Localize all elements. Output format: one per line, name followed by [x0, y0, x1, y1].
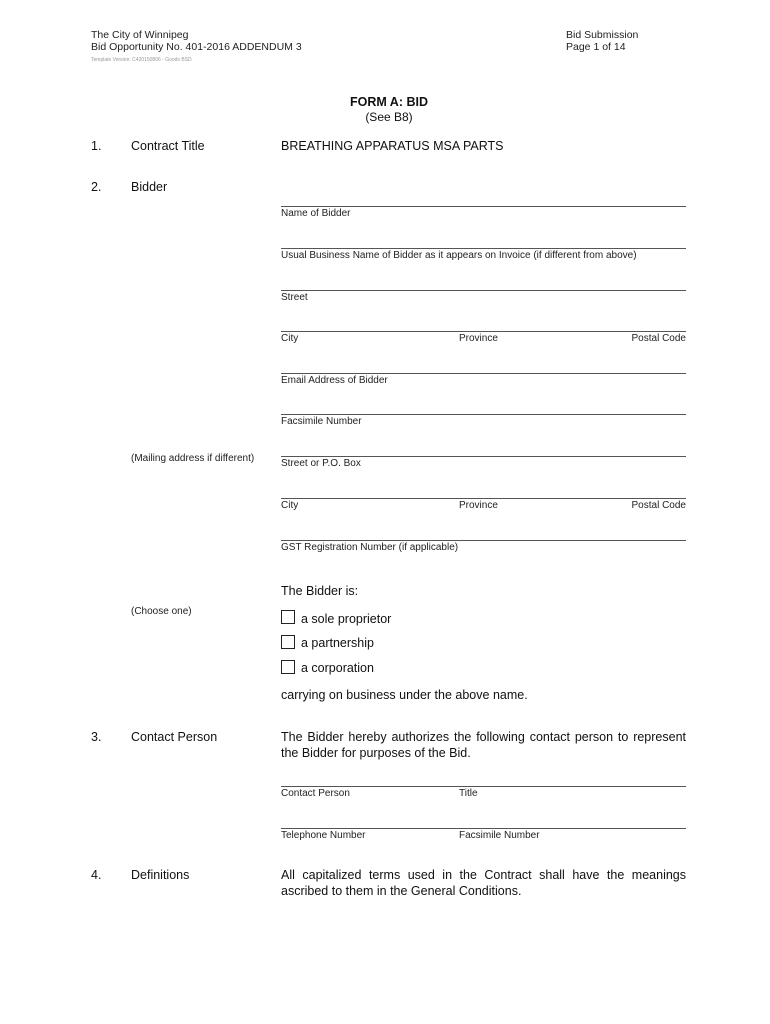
email-line[interactable]	[281, 373, 686, 374]
section-1-label: Contract Title	[131, 139, 205, 153]
province-caption-2: Province	[459, 500, 498, 511]
bidder-is-heading: The Bidder is:	[281, 584, 359, 598]
usual-business-name-caption: Usual Business Name of Bidder as it appears on Invoice (if different from above)	[281, 250, 637, 261]
street-caption: Street	[281, 292, 308, 303]
partnership-checkbox[interactable]	[281, 635, 295, 649]
section-4-label: Definitions	[131, 868, 190, 882]
sole-proprietor-checkbox[interactable]	[281, 610, 295, 624]
partnership-label: a partnership	[301, 636, 374, 650]
choose-one-note: (Choose one)	[131, 606, 192, 617]
telephone-caption: Telephone Number	[281, 830, 366, 841]
street-po-caption: Street or P.O. Box	[281, 458, 361, 469]
street-line[interactable]	[281, 290, 686, 291]
city-province-postal-line[interactable]	[281, 331, 686, 332]
city-caption-2: City	[281, 500, 299, 511]
city-caption: City	[281, 333, 299, 344]
gst-caption: GST Registration Number (if applicable)	[281, 542, 459, 553]
section-3-number: 3.	[91, 730, 102, 744]
section-2-label: Bidder	[131, 180, 168, 194]
header-city: The City of Winnipeg	[91, 29, 189, 41]
carrying-on-text: carrying on business under the above name.	[281, 688, 528, 702]
mailing-city-province-postal-line[interactable]	[281, 498, 686, 499]
fax-caption: Facsimile Number	[281, 416, 362, 427]
usual-business-name-line[interactable]	[281, 248, 686, 249]
definitions-paragraph: All capitalized terms used in the Contract shall have the meanings ascribed to them in the General Conditions.	[281, 868, 686, 898]
contact-fax-caption: Facsimile Number	[459, 830, 540, 841]
telephone-fax-captions	[281, 830, 686, 842]
city-province-postal-captions	[281, 333, 686, 345]
corporation-label: a corporation	[301, 661, 374, 675]
postal-code-caption: Postal Code	[631, 333, 686, 344]
mailing-address-note: (Mailing address if different)	[131, 453, 255, 464]
mailing-street-line[interactable]	[281, 456, 686, 457]
sole-proprietor-label: a sole proprietor	[301, 612, 392, 626]
postal-code-caption-2: Postal Code	[631, 500, 686, 511]
section-3-label: Contact Person	[131, 730, 218, 744]
contact-person-line[interactable]	[281, 786, 686, 787]
header-bid-submission: Bid Submission	[566, 29, 639, 41]
form-title: FORM A: BID	[350, 95, 428, 109]
contact-person-caption: Contact Person	[281, 788, 350, 799]
name-of-bidder-caption: Name of Bidder	[281, 208, 351, 219]
section-2-number: 2.	[91, 180, 102, 194]
mailing-city-province-postal-captions	[281, 500, 686, 512]
fax-line[interactable]	[281, 414, 686, 415]
section-4-number: 4.	[91, 868, 102, 882]
corporation-checkbox[interactable]	[281, 660, 295, 674]
section-1-number: 1.	[91, 139, 102, 153]
gst-line[interactable]	[281, 540, 686, 541]
contract-title-value: BREATHING APPARATUS MSA PARTS	[281, 139, 504, 153]
name-of-bidder-line[interactable]	[281, 206, 686, 207]
header-bid-opportunity: Bid Opportunity No. 401-2016 ADDENDUM 3	[91, 41, 302, 53]
header-template-note: Template Version: C420150806 - Goods BSD	[91, 57, 192, 63]
contact-person-paragraph: The Bidder hereby authorizes the following contact person to represent the Bidder for purposes of the Bid.	[281, 730, 686, 760]
form-subtitle: (See B8)	[365, 110, 413, 124]
title-caption: Title	[459, 788, 478, 799]
header-page-number: Page 1 of 14	[566, 41, 626, 53]
email-caption: Email Address of Bidder	[281, 375, 388, 386]
contact-person-captions	[281, 788, 686, 800]
telephone-fax-line[interactable]	[281, 828, 686, 829]
province-caption: Province	[459, 333, 498, 344]
